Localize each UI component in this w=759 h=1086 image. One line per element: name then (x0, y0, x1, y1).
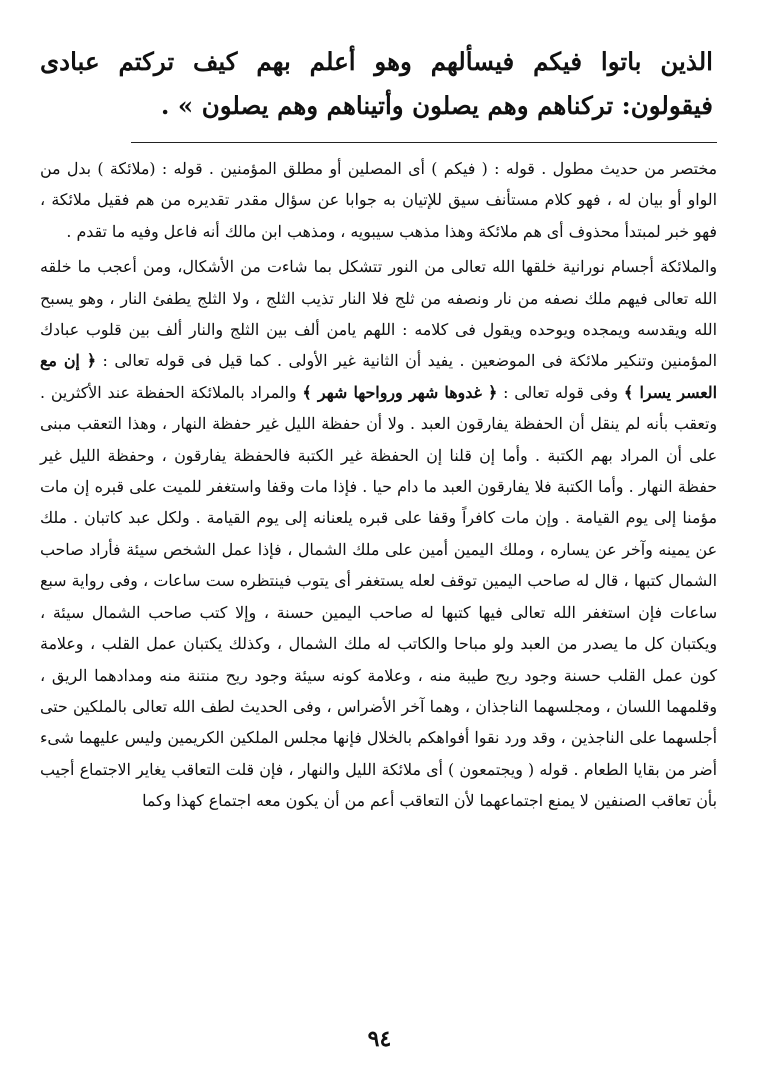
separator-rule (131, 142, 717, 143)
commentary-text: وفى قوله تعالى : (503, 382, 619, 402)
commentary-text: والملائكة أجسام نورانية خلقها الله تعالى من النور تتشكل بما شاءت من الأشكال، ومن أعجب ما خلقه الله تعالى فيهم ملك نصفه من نار ونصفه من ثلج فلا النار تذيب الثلج ، ولا الثلج يطفئ النار ، وهو يسبح الله ويقدسه ويمجده ويوحده ويقول فى كلامه : اللهم يامن ألف بين الثلج والنار ألف بين قلوب عبادك المؤمنين وتنكير ملائكة فى الموضعين . يفيد أن الثانية غير الأولى . كما قيل فى قوله تعالى : (40, 257, 717, 371)
commentary-paragraph-2 (40, 251, 717, 816)
commentary-text: والمراد بالملائكة الحفظة عند الأكثرين . وتعقب بأنه لم ينقل أن الحفظة يفارقون العبد . ولا أن حفظة الليل غير حفظة النهار ، وهذا التعقب مبنى على أن المراد بهم الكتبة . وأما إن قلنا إن الحفظة غير الكتبة فالحفظة يفارقون ، وحفظة الليل غير حفظة النهار . وأما الكتبة فلا يفارقون العبد ما دام حيا . فإذا مات وقفا واستغفر للميت على قبره إن مات مؤمنا إلى يوم القيامة . وإن مات كافراً وقفا على قبره يلعنانه إلى يوم القيامة . ولكل عبد كاتبان . ملك عن يمينه وآخر عن يساره ، وملك اليمين أمين على ملك الشمال ، فإذا عمل الشخص سيئة فأراد صاحب الشمال كتبها ، قال له صاحب اليمين توقف لعله يستغفر أى يتوب فينتظره ست ساعات ، وفى رواية سبع ساعات فإن استغفر الله تعالى فيها كتبها له صاحب اليمين حسنة ، وإلا كتب صاحب الشمال سيئة ، ويكتبان كل ما يصدر من العبد ولو مباحا والكاتب له ملك الشمال ، وكذلك يكتبان عمل القلب ، وعلامة كون عمل القلب حسنة وجود ريح طيبة منه ، وعلامة كونه سيئة وجود ريح منتنة منه ومدادهما الريق ، وقلمهما اللسان ، ومجلسهما الناجذان ، وهما آخر الأضراس ، وفى الحديث لطف الله تعالى بالملكين حتى أجلسهما على الناجذين ، وقد ورد نقوا أفواهكم بالخلال فإنها مجلس الملكين الكريمين وليس عليهما شىء أضر من بقايا الطعام . قوله ( ويجتمعون ) أى ملائكة الليل والنهار ، فإن قلت التعاقب يغاير الاجتماع أجيب بأن تعاقب الصنفين لا يمنع اجتماعهما لأن التعاقب أعم من أن يكون معه اجتماع كهذا وكما (40, 382, 717, 811)
page-number: ٩٤ (367, 1026, 392, 1052)
commentary (40, 153, 717, 817)
quran-verse: ﴿ إن مع العسر يسرا ﴾ (40, 351, 717, 402)
commentary-paragraph-1: مختصر من حديث مطول . قوله : ( فيكم ) أى المصلين أو مطلق المؤمنين . قوله : (ملائكة ) بدل من الواو أو بيان له ، فهو كلام مستأنف سيق للإتيان به جوابا عن سؤال مقدر تقديره من هم فقيل ملائكة ، فهو خبر لمبتدأ محذوف أى هم ملائكة وهذا مذهب سيبويه ، ومذهب ابن مالك أنه فاعل وفيه ما تقدم . (40, 159, 717, 241)
hadith-text: الذين باتوا فيكم فيسألهم وهو أعلم بهم كيف تركتم عبادى فيقولون: تركناهم وهم يصلون وأتيناهم وهم يصلون » . (40, 47, 713, 120)
quran-verse: ﴿ غدوها شهر ورواحها شهر ﴾ (302, 382, 498, 402)
